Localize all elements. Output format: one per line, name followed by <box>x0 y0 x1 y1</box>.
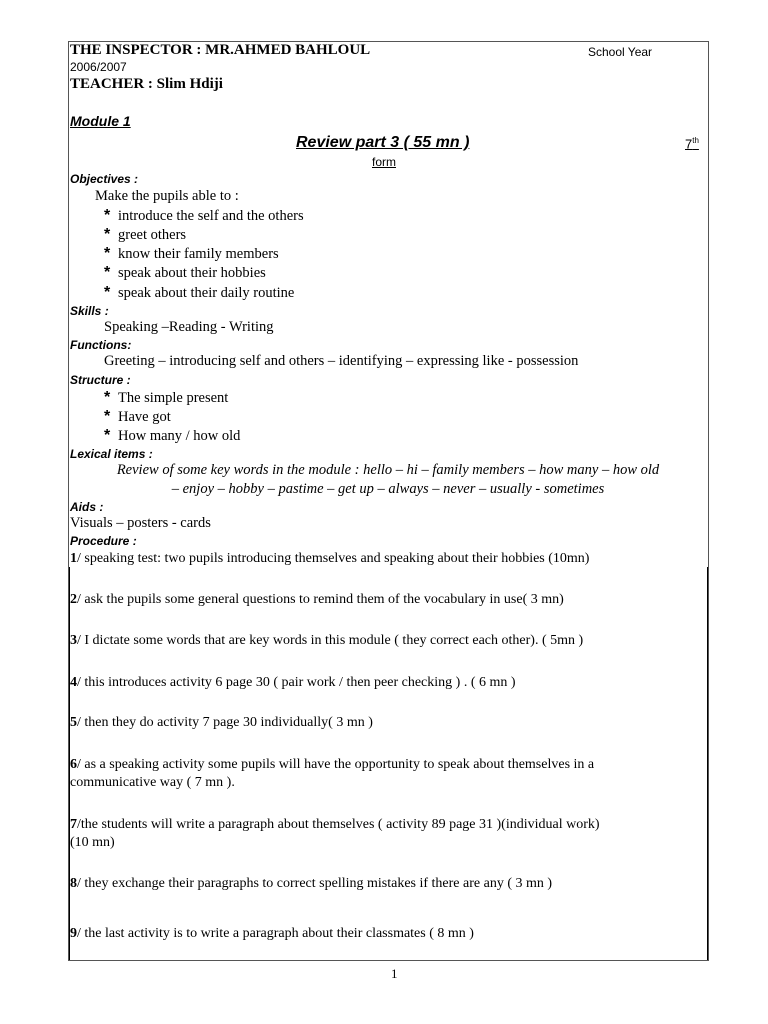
structure-heading: Structure : <box>70 373 131 387</box>
grade-number: 7 <box>685 136 693 152</box>
bullet-icon: * <box>104 226 111 243</box>
frame-right-border <box>707 567 708 960</box>
grade <box>685 136 699 151</box>
objectives-heading: Objectives : <box>70 172 139 186</box>
page-title: Review part 3 ( 55 mn ) <box>296 134 470 151</box>
bullet-icon: * <box>104 264 111 281</box>
objective-item: * greet others <box>104 226 187 243</box>
lexical-heading: Lexical items : <box>70 447 153 461</box>
skills-text: Speaking –Reading - Writing <box>104 319 274 335</box>
procedure-step: 2/ ask the pupils some general questions to remind them of the vocabulary in use( 3 mn) <box>70 592 564 607</box>
procedure-step: 1/ speaking test: two pupils introducing themselves and speaking about their hobbies (10mn) <box>70 551 590 566</box>
bullet-icon: * <box>104 284 111 301</box>
skills-heading: Skills : <box>70 304 109 318</box>
functions-heading: Functions: <box>70 338 132 352</box>
aids-heading: Aids : <box>70 500 104 514</box>
procedure-step: 6/ as a speaking activity some pupils will have the opportunity to speak about themselves in a <box>70 757 595 772</box>
page-number: 1 <box>391 966 398 981</box>
form-label: form <box>372 155 396 169</box>
bullet-icon: * <box>104 389 111 406</box>
procedure-step: 9/ the last activity is to write a paragraph about their classmates ( 8 mn ) <box>70 926 474 941</box>
bullet-icon: * <box>104 427 111 444</box>
procedure-step: 3/ I dictate some words that are key words in this module ( they correct each other). ( 5mn ) <box>70 633 584 648</box>
aids-text: Visuals – posters - cards <box>70 515 211 531</box>
structure-item: * Have got <box>104 408 171 425</box>
bullet-icon: * <box>104 245 111 262</box>
objective-item: * speak about their hobbies <box>104 264 266 281</box>
teacher-line: TEACHER : Slim Hdiji <box>70 76 223 92</box>
grade-suffix: th <box>692 136 699 145</box>
procedure-heading: Procedure : <box>70 534 137 548</box>
functions-text: Greeting – introducing self and others – identifying – expressing like - possession <box>104 353 579 369</box>
procedure-step: 7/the students will write a paragraph about themselves ( activity 89 page 31 )(individual work) <box>70 817 600 832</box>
procedure-step: 4/ this introduces activity 6 page 30 ( pair work / then peer checking ) . ( 6 mn ) <box>70 675 516 690</box>
lexical-line-2: – enjoy – hobby – pastime – get up – always – never – usually - sometimes <box>171 481 605 497</box>
objective-item: * know their family members <box>104 245 279 262</box>
structure-item: * The simple present <box>104 389 229 406</box>
objectives-intro: Make the pupils able to : <box>95 188 239 204</box>
inspector-line: THE INSPECTOR : MR.AHMED BAHLOUL <box>70 42 371 58</box>
objective-item: * speak about their daily routine <box>104 284 295 301</box>
procedure-step-continued: communicative way ( 7 mn ). <box>70 775 235 790</box>
procedure-step: 8/ they exchange their paragraphs to correct spelling mistakes if there are any ( 3 mn ) <box>70 876 553 891</box>
procedure-step: 5/ then they do activity 7 page 30 individually( 3 mn ) <box>70 715 373 730</box>
bullet-icon: * <box>104 408 111 425</box>
procedure-step-continued: (10 mn) <box>70 835 115 850</box>
bullet-icon: * <box>104 207 111 224</box>
structure-item: * How many / how old <box>104 427 241 444</box>
school-year-label: School Year <box>588 45 653 59</box>
objective-item: * introduce the self and the others <box>104 207 304 224</box>
school-year-value: 2006/2007 <box>70 60 127 74</box>
module-label: Module 1 <box>70 113 131 129</box>
lexical-line-1: Review of some key words in the module : hello – hi – family members – how many – how old <box>116 462 660 478</box>
